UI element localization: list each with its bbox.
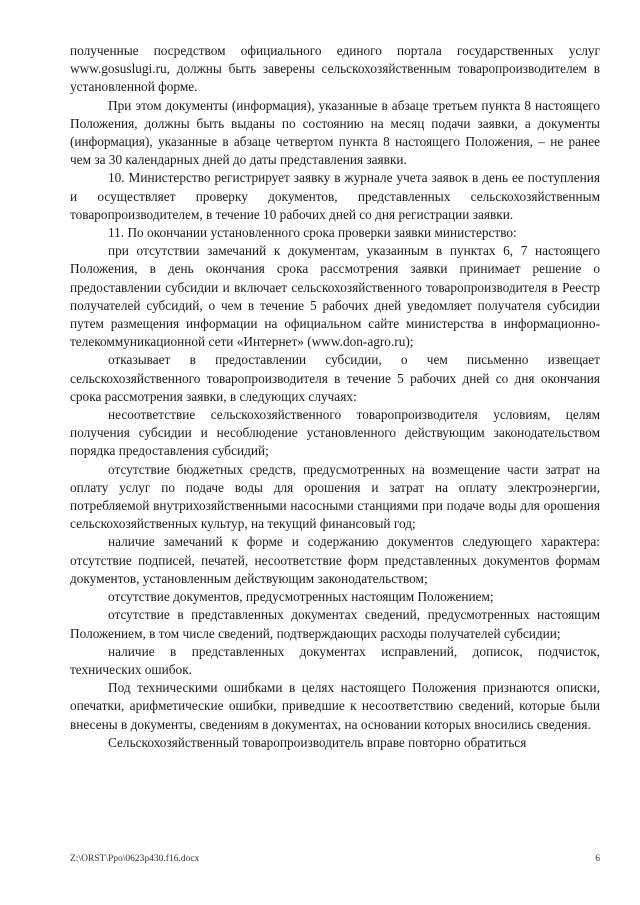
- page-footer: [70, 854, 600, 864]
- paragraph-item-11: 11. По окончании установленного срока проверки заявки министерство:: [108, 225, 517, 241]
- paragraph-continuation: полученные посредством официального единого портала государственных услуг www.gosuslugi.ru, должны быть заверены сельскохозяйственным товаропроизводителем в установленной форме.: [70, 43, 600, 95]
- paragraph-refusal-reason-1: несоответствие сельскохозяйственного товаропроизводителя условиям, целям получения субсидии и несоблюдение установленного действующим законодательством порядка предоставления субсидий;: [70, 407, 600, 459]
- document-body: [70, 42, 600, 752]
- page-number: 6: [595, 854, 600, 864]
- paragraph-reapply: Сельскохозяйственный товаропроизводитель вправе повторно обратиться: [108, 734, 527, 750]
- file-path: Z:\ORST\Ppo\0623p430.f16.docx: [70, 854, 200, 864]
- paragraph-technical-errors: Под техническими ошибками в целях настоящего Положения признаются описки, опечатки, арифметические ошибки, приведшие к несоответствию сведений, которые были внесены в документы, сведениям в документах, на основании которых вносились сведения.: [70, 680, 600, 732]
- paragraph-refusal-reason-5: отсутствие в представленных документах сведений, предусмотренных настоящим Положением, в том числе сведений, подтверждающих расходы получателей субсидии;: [70, 607, 600, 641]
- paragraph-refusal-reason-3: наличие замечаний к форме и содержанию документов следующего характера: отсутствие подписей, печатей, несоответствие форм представленных документов формам документов, установленным действующим законодательством;: [70, 534, 600, 586]
- paragraph-documents-dates: При этом документы (информация), указанные в абзаце третьем пункта 8 настоящего Положения, должны быть выданы по состоянию на месяц подачи заявки, а документы (информация), указанные в абзаце четвертом пункта 8 настоящего Положения, – не ранее чем за 30 календарных дней до даты представления заявки.: [70, 97, 600, 168]
- paragraph-refusal-reason-4: отсутствие документов, предусмотренных настоящим Положением;: [108, 589, 494, 605]
- paragraph-refusal: отказывает в предоставлении субсидии, о чем письменно извещает сельскохозяйственного товаропроизводителя в течение 5 рабочих дней со дня окончания срока рассмотрения заявки, в следующих случаях:: [70, 352, 600, 404]
- paragraph-grant-decision: при отсутствии замечаний к документам, указанным в пунктах 6, 7 настоящего Положения, в день окончания срока рассмотрения заявки принимает решение о предоставлении субсидии и включает сельскохозяйственного товаропроизводителя в Реестр получателей субсидий, о чем в течение 5 рабочих дней уведомляет получателя субсидии путем размещения информации на официальном сайте министерства в информационно-телекоммуникационной сети «Интернет» (www.don-agro.ru);: [70, 243, 600, 350]
- paragraph-refusal-reason-6: наличие в представленных документах исправлений, дописок, подчисток, технических ошибок.: [70, 643, 600, 677]
- paragraph-refusal-reason-2: отсутствие бюджетных средств, предусмотренных на возмещение части затрат на оплату услуг по подаче воды для орошения и затрат на оплату электроэнергии, потребляемой внутрихозяйственными насосными станциями при подаче воды для орошения сельскохозяйственных культур, на текущий финансовый год;: [70, 461, 600, 532]
- paragraph-item-10: 10. Министерство регистрирует заявку в журнале учета заявок в день ее поступления и осуществляет проверку документов, представленных сельскохозяйственным товаропроизводителем, в течение 10 рабочих дней со дня регистрации заявки.: [70, 170, 600, 222]
